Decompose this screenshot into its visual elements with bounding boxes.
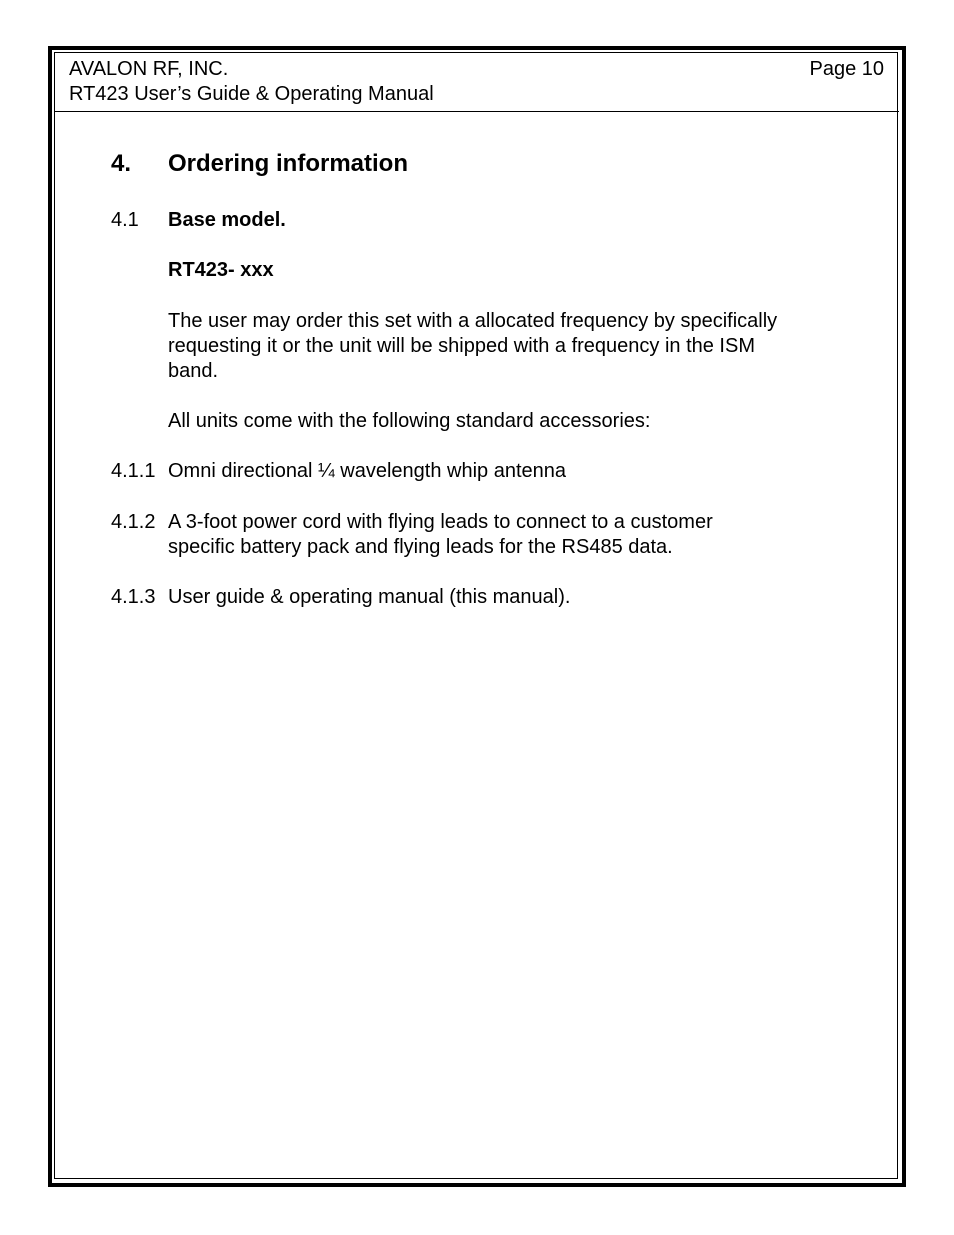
- header-document-title: RT423 User’s Guide & Operating Manual: [69, 83, 434, 105]
- subsection-title: Base model.: [168, 209, 286, 231]
- paragraph-line: The user may order this set with a allocated frequency by specifically: [168, 310, 778, 332]
- item-text: A 3-foot power cord with flying leads to connect to a customer: [168, 511, 713, 533]
- header-divider: [54, 111, 899, 112]
- item-text: Omni directional ¼ wavelength whip antenna: [168, 460, 567, 482]
- section-title: Ordering information: [168, 150, 408, 177]
- model-number: RT423- xxx: [168, 259, 274, 281]
- section-number: 4.: [111, 150, 132, 177]
- item-number: 4.1.3: [111, 586, 156, 608]
- paragraph-line: requesting it or the unit will be shipped with a frequency in the ISM: [168, 335, 755, 357]
- header-page-number: Page 10: [809, 58, 884, 80]
- subsection-number: 4.1: [111, 209, 139, 231]
- item-number: 4.1.1: [111, 460, 156, 482]
- item-text: specific battery pack and flying leads for the RS485 data.: [168, 536, 673, 558]
- accessories-intro: All units come with the following standard accessories:: [168, 410, 651, 432]
- item-number: 4.1.2: [111, 511, 156, 533]
- paragraph-line: band.: [168, 360, 219, 382]
- item-text: User guide & operating manual (this manual).: [168, 586, 571, 608]
- header-company: AVALON RF, INC.: [69, 58, 229, 80]
